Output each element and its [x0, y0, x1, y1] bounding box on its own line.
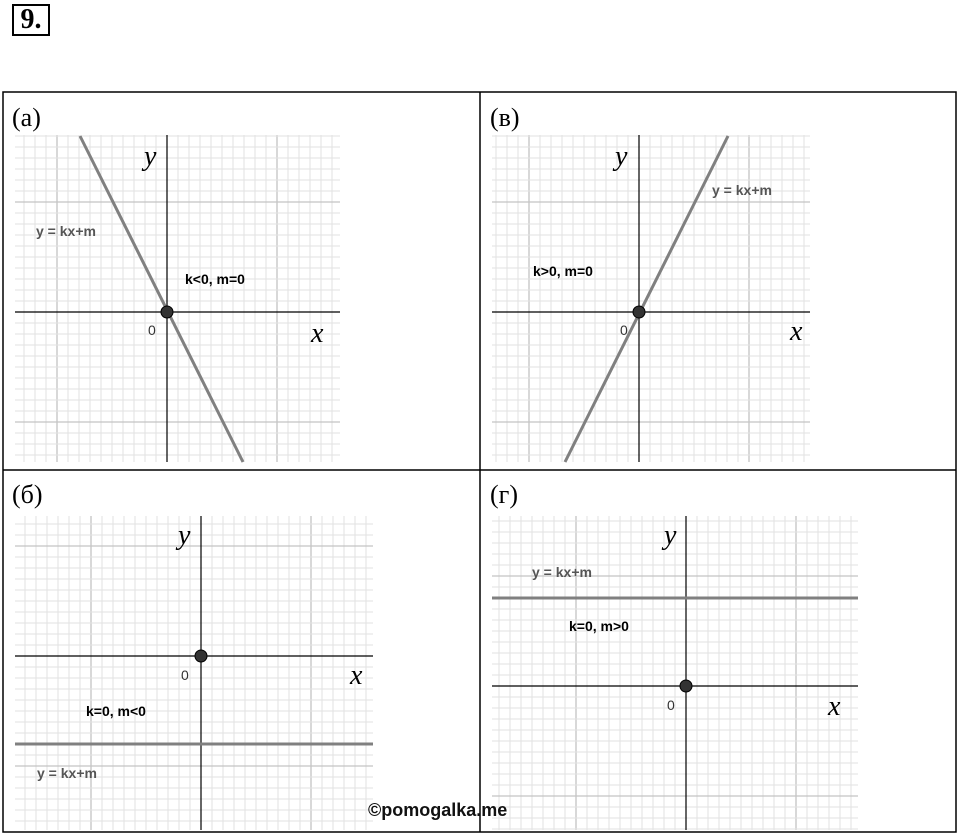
x-axis-label: x — [790, 316, 803, 347]
origin-label: 0 — [148, 322, 156, 338]
panel-g — [490, 480, 858, 830]
x-axis-label: x — [828, 691, 841, 722]
panel-a — [12, 103, 340, 462]
panel-label: (а) — [12, 103, 41, 132]
condition-label: k<0, m=0 — [185, 271, 245, 287]
y-axis-label: y — [664, 520, 677, 551]
y-axis-label: y — [178, 520, 191, 551]
grid — [15, 135, 340, 462]
equation-label: y = kx+m — [36, 223, 96, 239]
function-line — [565, 136, 728, 462]
panel-label: (в) — [490, 103, 520, 132]
origin-label: 0 — [620, 322, 628, 338]
grid — [15, 516, 373, 830]
origin-label: 0 — [667, 697, 675, 713]
condition-label: k=0, m<0 — [86, 703, 146, 719]
panel-b — [12, 480, 373, 830]
panel-v — [490, 103, 810, 462]
watermark: ©pomogalka.me — [368, 800, 508, 820]
origin-point — [161, 306, 173, 318]
y-axis-label: y — [615, 141, 628, 172]
origin-label: 0 — [181, 667, 189, 683]
panel-label: (б) — [12, 480, 43, 509]
origin-point — [680, 680, 692, 692]
equation-label: y = kx+m — [37, 765, 97, 781]
x-axis-label: x — [350, 660, 363, 691]
equation-label: y = kx+m — [532, 564, 592, 580]
y-axis-label: y — [144, 141, 157, 172]
condition-label: k>0, m=0 — [533, 263, 593, 279]
equation-label: y = kx+m — [712, 182, 772, 198]
problem-number: 9. — [12, 4, 50, 36]
condition-label: k=0, m>0 — [569, 618, 629, 634]
x-axis-label: x — [311, 318, 324, 349]
origin-point — [633, 306, 645, 318]
origin-point — [195, 650, 207, 662]
function-line — [80, 136, 243, 462]
panel-label: (г) — [490, 480, 518, 509]
